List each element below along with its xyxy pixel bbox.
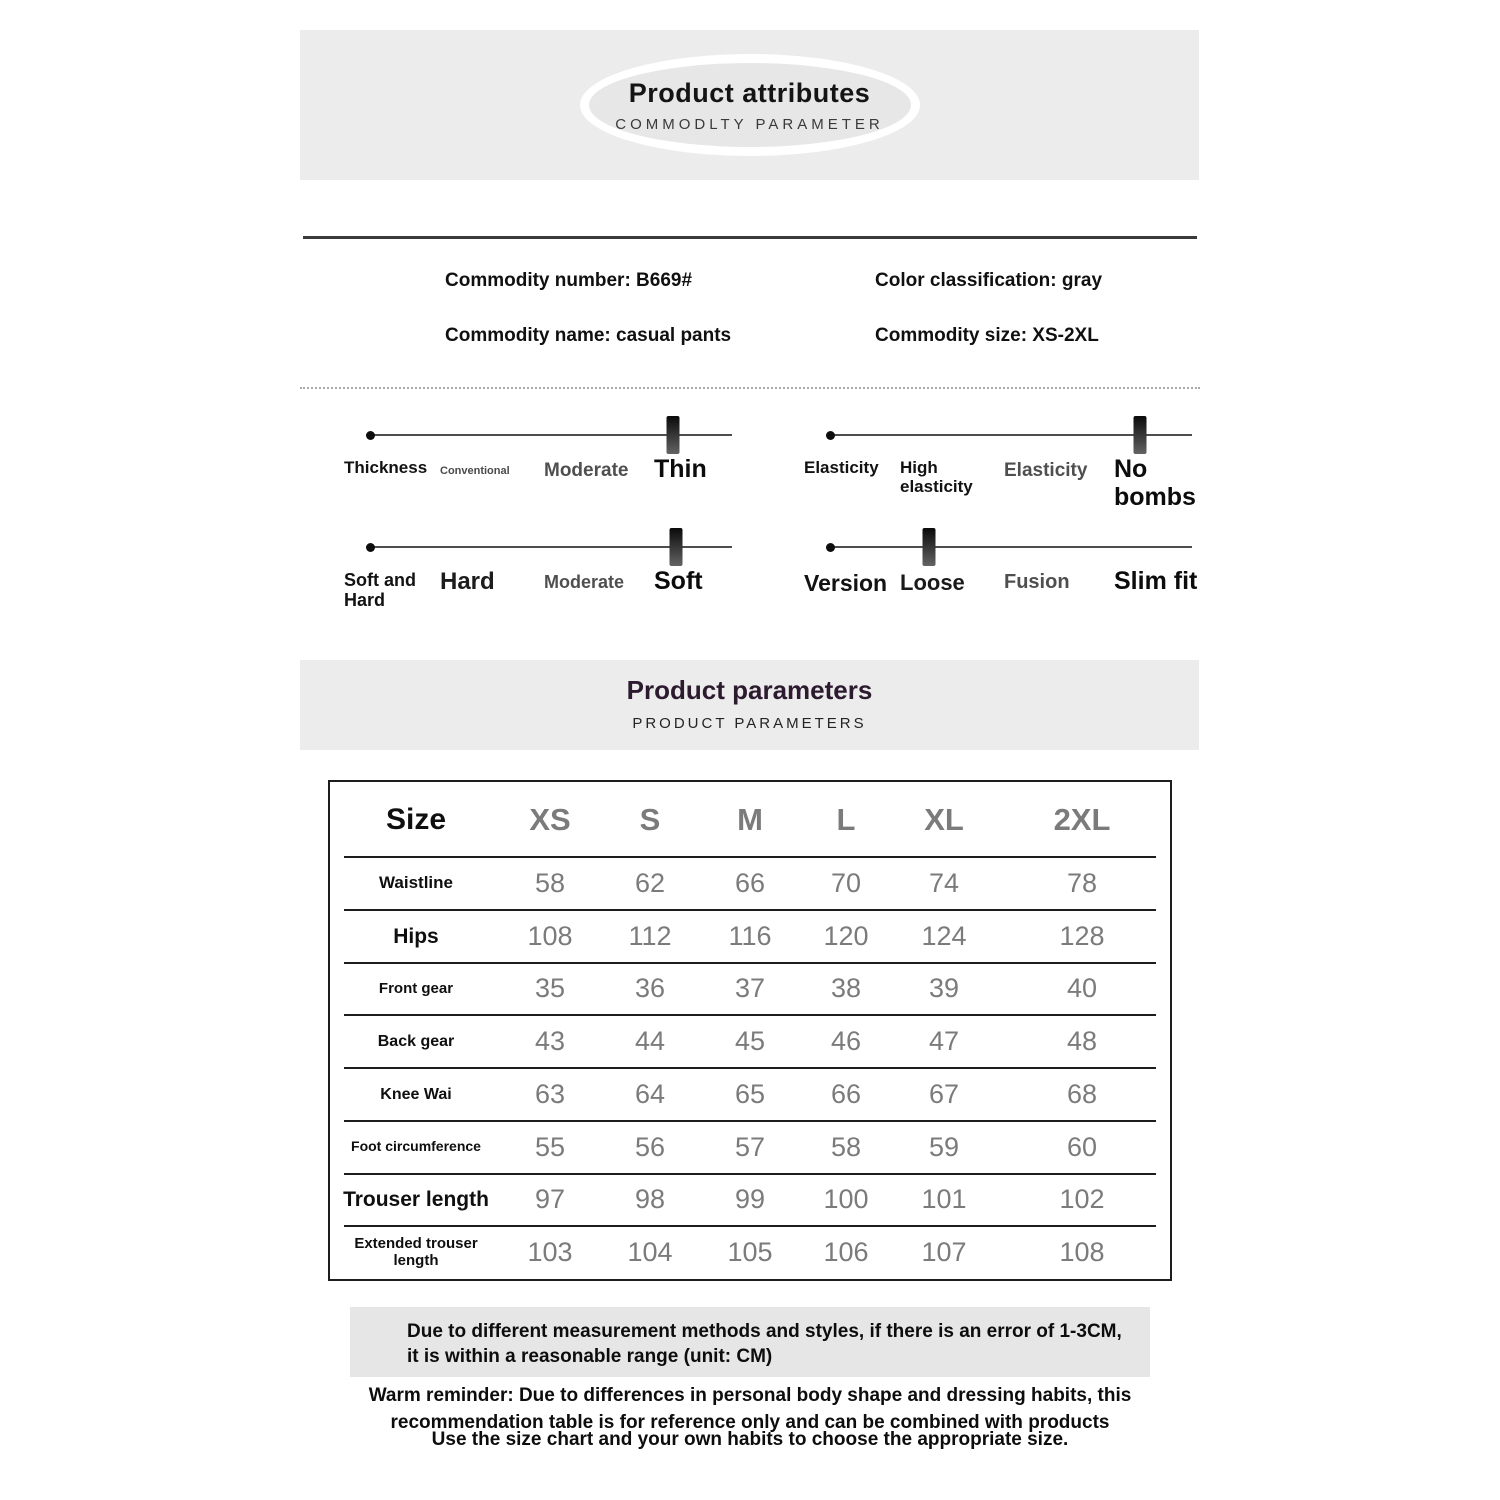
cell-value: 40 — [1066, 973, 1098, 1004]
slider-option-label: Fusion — [1004, 571, 1070, 593]
slider-version — [790, 527, 1220, 632]
cell-value: 116 — [728, 920, 772, 951]
page-title: Product attributes — [628, 77, 871, 108]
cell-value: 124 — [921, 920, 967, 951]
cell-value: 56 — [634, 1131, 666, 1162]
size-table-header-row — [330, 782, 1170, 857]
cell-value: 43 — [534, 1026, 566, 1057]
slider-option-label: Conventional — [440, 465, 510, 477]
warm-reminder — [300, 1382, 1200, 1436]
parameters-title: Product parameters — [626, 675, 873, 705]
cell-value: 102 — [1059, 1184, 1105, 1215]
size-table — [328, 780, 1172, 1281]
slider-marker — [670, 528, 683, 566]
slider-marker — [922, 528, 935, 566]
slider-thickness — [330, 415, 760, 520]
slider-option-label: Slim fit — [1114, 567, 1198, 595]
cell-value: 101 — [921, 1184, 967, 1215]
table-row — [330, 1015, 1170, 1068]
measurement-note-line: it is within a reasonable range (unit: CM) — [407, 1346, 773, 1367]
slider-category-label: Thickness — [344, 458, 428, 477]
measurement-note-box — [350, 1307, 1150, 1377]
cell-value: 38 — [830, 973, 862, 1004]
slider-option-label: High elasticity — [900, 458, 973, 496]
cell-value: 98 — [634, 1184, 666, 1215]
row-label: Back gear — [377, 1032, 455, 1050]
cell-value: 60 — [1066, 1131, 1098, 1162]
slider-track — [790, 415, 1220, 455]
slider-category-label: Elasticity — [804, 458, 879, 477]
cell-value: 36 — [634, 973, 666, 1004]
cell-value: 70 — [830, 867, 862, 898]
cell-value: 58 — [830, 1131, 862, 1162]
size-advice-text: Use the size chart and your own habits to choose the appropriate size. — [431, 1429, 1069, 1450]
cell-value: 97 — [534, 1184, 566, 1215]
row-label: Trouser length — [343, 1188, 489, 1212]
table-row — [330, 963, 1170, 1016]
slider-start-dot-icon — [826, 431, 835, 440]
cell-value: 107 — [921, 1237, 967, 1268]
cell-value: 37 — [734, 973, 766, 1004]
slider-option-label: No bombs — [1114, 455, 1196, 511]
slider-track — [790, 527, 1220, 567]
slider-start-dot-icon — [366, 543, 375, 552]
cell-value: 104 — [627, 1237, 673, 1268]
cell-value: 63 — [534, 1078, 566, 1109]
cell-value: 108 — [527, 920, 573, 951]
cell-value: 47 — [928, 1026, 960, 1057]
table-row — [330, 1121, 1170, 1174]
slider-category-label: Soft and Hard — [344, 570, 416, 610]
commodity-color: Color classification: gray — [875, 270, 1103, 291]
row-label: Hips — [393, 924, 439, 948]
commodity-size: Commodity size: XS-2XL — [875, 325, 1099, 346]
parameters-band — [300, 660, 1199, 750]
cell-value: 66 — [830, 1078, 862, 1109]
cell-value: 58 — [534, 867, 566, 898]
column-header: XL — [924, 801, 964, 837]
cell-value: 99 — [734, 1184, 766, 1215]
column-header: M — [737, 801, 763, 837]
column-header: XS — [529, 801, 571, 837]
table-row — [330, 1068, 1170, 1121]
cell-value: 108 — [1059, 1237, 1105, 1268]
row-label: Knee Wai — [380, 1085, 452, 1103]
slider-option-label: Loose — [900, 570, 965, 595]
cell-value: 55 — [534, 1131, 566, 1162]
cell-value: 44 — [634, 1026, 666, 1057]
cell-value: 45 — [734, 1026, 766, 1057]
cell-value: 120 — [823, 920, 869, 951]
cell-value: 105 — [727, 1237, 773, 1268]
header-ellipse-badge — [580, 54, 920, 156]
cell-value: 68 — [1066, 1078, 1098, 1109]
slider-option-label: Moderate — [544, 572, 625, 592]
slider-start-dot-icon — [366, 431, 375, 440]
page-subtitle: COMMODLTY PARAMETER — [615, 115, 884, 133]
column-header: 2XL — [1053, 801, 1111, 837]
cell-value: 100 — [823, 1184, 869, 1215]
cell-value: 67 — [928, 1078, 960, 1109]
cell-value: 62 — [634, 867, 666, 898]
column-header: L — [836, 801, 856, 837]
slider-marker — [666, 416, 679, 454]
cell-value: 35 — [534, 973, 566, 1004]
slider-start-dot-icon — [826, 543, 835, 552]
warm-reminder-line: Warm reminder: Due to differences in personal body shape and dressing habits, this — [368, 1385, 1132, 1406]
table-row — [330, 1174, 1170, 1227]
cell-value: 66 — [734, 867, 766, 898]
commodity-info — [300, 270, 1200, 347]
slider-track — [330, 527, 760, 567]
slider-track — [330, 415, 760, 455]
row-label: Front gear — [378, 979, 454, 997]
table-row — [330, 857, 1170, 910]
row-label: Waistline — [379, 873, 453, 893]
cell-value: 46 — [830, 1026, 862, 1057]
cell-value: 64 — [634, 1078, 666, 1109]
cell-value: 74 — [928, 867, 960, 898]
divider-dotted — [300, 387, 1200, 389]
warm-reminder-line: recommendation table is for reference only and can be combined with products — [390, 1412, 1110, 1433]
slider-soft-and-hard — [330, 527, 760, 632]
cell-value: 57 — [734, 1131, 766, 1162]
slider-option-label: Thin — [654, 455, 707, 483]
slider-elasticity — [790, 415, 1220, 520]
row-label: Foot circumference — [351, 1138, 481, 1155]
slider-option-label: Elasticity — [1004, 460, 1088, 481]
slider-option-label: Soft — [654, 567, 703, 595]
cell-value: 103 — [527, 1237, 573, 1268]
column-header: Size — [385, 802, 447, 836]
measurement-note-line: Due to different measurement methods and styles, if there is an error of 1-3CM, — [407, 1321, 1122, 1342]
cell-value: 48 — [1066, 1026, 1098, 1057]
parameters-subtitle: PRODUCT PARAMETERS — [632, 715, 867, 732]
header-band — [300, 30, 1199, 180]
cell-value: 128 — [1059, 920, 1105, 951]
cell-value: 59 — [928, 1131, 960, 1162]
cell-value: 65 — [734, 1078, 766, 1109]
slider-line — [830, 546, 1192, 548]
cell-value: 78 — [1066, 867, 1098, 898]
table-row — [330, 910, 1170, 963]
row-label: Extended trouser length — [354, 1235, 478, 1269]
commodity-number: Commodity number: B669# — [445, 270, 693, 291]
slider-category-label: Version — [804, 570, 888, 596]
commodity-name: Commodity name: casual pants — [445, 325, 732, 346]
slider-option-label: Moderate — [544, 460, 629, 481]
cell-value: 39 — [928, 973, 960, 1004]
column-header: S — [639, 801, 661, 837]
slider-marker — [1133, 416, 1146, 454]
cell-value: 106 — [823, 1237, 869, 1268]
table-row — [330, 1226, 1170, 1279]
cell-value: 112 — [628, 920, 672, 951]
slider-option-label: Hard — [440, 568, 495, 595]
divider-solid — [303, 236, 1197, 239]
